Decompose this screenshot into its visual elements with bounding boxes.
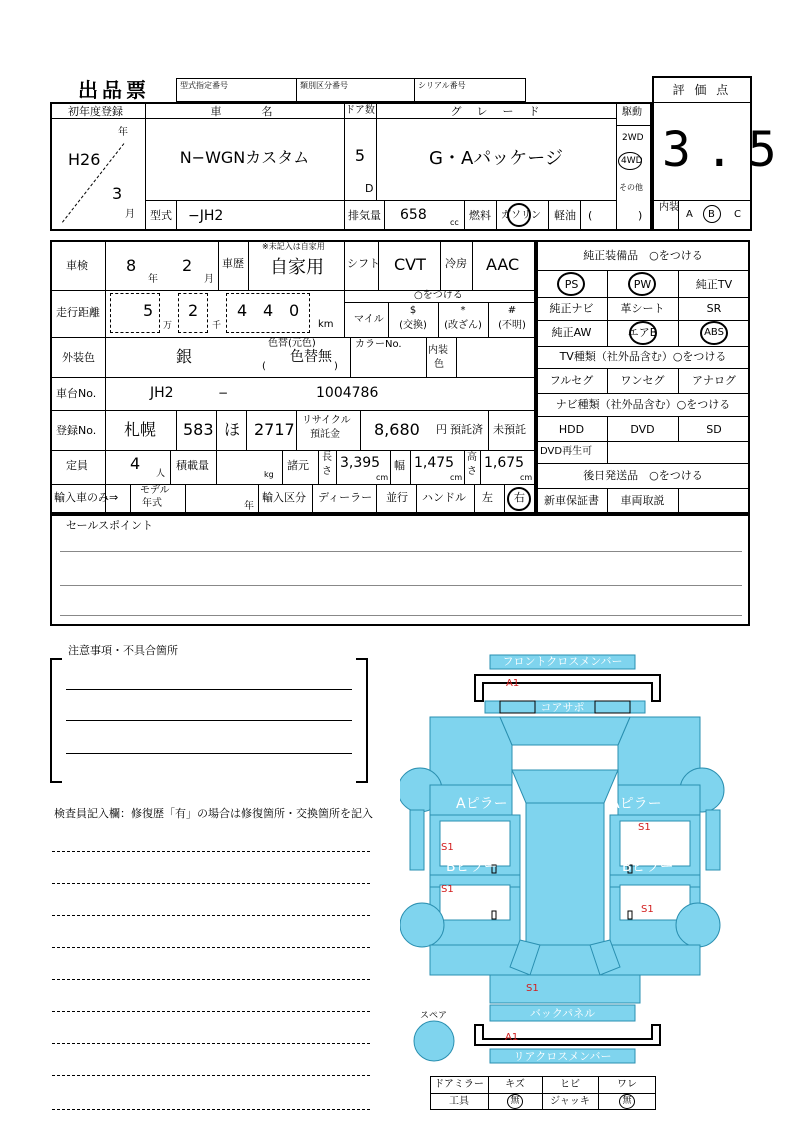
registration-number: 2717 <box>254 420 295 439</box>
mark-back-s1: S1 <box>526 983 539 994</box>
equip-navi: 純正ナビ <box>549 302 594 315</box>
exterior-color-value: 銀 <box>176 347 193 366</box>
inspection-label: 車検 <box>66 259 88 272</box>
repaint-value: 色替無 <box>290 349 332 365</box>
registration-kana: ほ <box>224 420 241 439</box>
back-panel-label: バックパネル <box>529 1007 596 1020</box>
left-front-fender <box>430 717 512 785</box>
caution-label: 注意事項・不具合箇所 <box>68 644 178 657</box>
car-name-label: 車 名 <box>210 105 279 118</box>
import-label: 輸入車のみ⇒ <box>54 491 119 504</box>
doors-label: ドア数 <box>345 105 375 116</box>
chassis-number: 1004786 <box>316 385 379 401</box>
interior-c: C <box>734 209 741 220</box>
first-reg-year: H26 <box>68 150 101 169</box>
a-pillar-left-label: Aピラー <box>456 796 508 812</box>
registration-area: 札幌 <box>124 420 157 439</box>
aircon-label: 冷房 <box>445 257 467 270</box>
interior-label: 内装 <box>659 202 679 213</box>
serial-number-label: シリアル番号 <box>418 81 466 90</box>
shift-label: シフト <box>347 257 380 270</box>
score-label: 評 価 点 <box>672 83 732 97</box>
chassis-label: 車台No. <box>56 387 97 400</box>
mark-right-lower-s1: S1 <box>641 904 654 915</box>
inspection-year: 8 <box>126 256 137 275</box>
displacement-value: 658 <box>400 207 427 223</box>
grade-value: G・Aパッケージ <box>429 148 563 169</box>
mark-left-upper-s1: S1 <box>441 842 454 853</box>
left-front-door-edge <box>410 810 424 870</box>
drive-4wd: 4WD <box>621 156 643 166</box>
later-title: 後日発送品 ○をつける <box>583 469 703 482</box>
handle-right: 右 <box>514 491 525 504</box>
mileage-digit-4: 4 <box>263 301 274 320</box>
first-reg-label: 初年度登録 <box>68 105 123 118</box>
sales-point-label: セールスポイント <box>66 519 154 532</box>
rear-cross-member-label: リアクロスメンバー <box>513 1050 612 1063</box>
height-value: 1,675 <box>484 455 525 471</box>
roof-shape <box>526 803 604 945</box>
equip-airbag: エアB <box>627 326 658 339</box>
inspection-month: 2 <box>182 256 193 275</box>
front-cross-member-label: フロントクロスメンバー <box>502 655 623 668</box>
fuel-label: 燃料 <box>469 209 491 222</box>
exterior-color-label: 外装色 <box>62 351 95 364</box>
equip-tv: 純正TV <box>695 278 733 291</box>
model-type-label: 型式 <box>150 209 172 222</box>
left-rear-wheel <box>400 903 444 947</box>
aircon-value: AAC <box>486 255 520 274</box>
width-value: 1,475 <box>414 455 455 471</box>
registration-label: 登録No. <box>56 424 97 437</box>
navi-title: ナビ種類（社外品含む）○をつける <box>555 398 731 411</box>
right-front-door-edge <box>706 810 720 870</box>
equipment-title: 純正装備品 ○をつける <box>583 249 703 262</box>
interior-a: A <box>686 209 693 220</box>
header-cells <box>176 78 526 102</box>
equip-pw: PW <box>633 278 652 291</box>
mileage-digit-3: 4 <box>237 301 248 320</box>
form-title: 出品票 <box>78 78 150 102</box>
mileage-digit-5: 0 <box>289 301 300 320</box>
windshield-shape <box>512 770 618 803</box>
sales-point-box <box>50 514 750 626</box>
tv-title: TV種類（社外品含む）○をつける <box>559 350 727 363</box>
capacity-label: 定員 <box>66 459 88 472</box>
color-no-label: カラーNo. <box>355 339 402 350</box>
equip-aw: 純正AW <box>551 326 592 339</box>
interior-b: B <box>708 209 715 220</box>
b-pillar-right-label: Bピラー <box>622 859 674 875</box>
equip-leather: 革シート <box>620 302 665 315</box>
equip-sr: SR <box>706 302 722 315</box>
mark-right-upper-s1: S1 <box>638 822 651 833</box>
first-reg-month: 3 <box>112 184 123 203</box>
right-rear-wheel <box>676 903 720 947</box>
length-value: 3,395 <box>340 455 381 471</box>
tools-none: 無 <box>510 1096 520 1106</box>
recycle-value: 8,680 <box>374 420 420 439</box>
capacity-value: 4 <box>130 454 141 473</box>
history-value: 自家用 <box>270 257 324 278</box>
history-label: 車歴 <box>222 257 244 270</box>
mileage-digit-2: 2 <box>188 301 199 320</box>
spare-label: スペア <box>420 1011 448 1021</box>
mileage-digit-1: 5 <box>143 301 154 320</box>
fuel-gasoline: ガソリン <box>501 210 541 221</box>
a-pillar-right-label: Aピラー <box>610 796 662 812</box>
car-name-value: N−WGNカスタム <box>179 148 310 167</box>
mark-rear-a1: A1 <box>505 1032 519 1043</box>
mileage-label: 走行距離 <box>56 306 100 319</box>
drive-label: 駆動 <box>622 107 642 118</box>
equip-abs: ABS <box>704 327 724 338</box>
class-number-label: 類別区分番号 <box>300 81 348 90</box>
score-value: 3.5 <box>662 122 791 178</box>
inspector-label: 検査員記入欄：修復歴「有」の場合は修復箇所・交換箇所を記入 <box>54 807 373 820</box>
mark-front-a1: A1 <box>506 678 520 689</box>
core-support-label: コアサポ <box>540 701 585 714</box>
registration-class: 583 <box>183 420 214 439</box>
mark-left-lower-s1: S1 <box>441 884 454 895</box>
grade-label: グ レ ー ド <box>450 105 542 118</box>
equip-ps: PS <box>564 278 579 291</box>
model-type-value: −JH2 <box>188 208 224 224</box>
displacement-label: 排気量 <box>348 209 381 222</box>
model-number-label: 型式指定番号 <box>180 81 228 90</box>
b-pillar-left-label: Bピラー <box>446 859 498 875</box>
chassis-prefix: JH2 <box>150 385 174 401</box>
shift-value: CVT <box>394 255 426 274</box>
doors-value: 5 <box>354 146 366 165</box>
spare-tire <box>414 1021 454 1061</box>
jack-none: 無 <box>622 1096 632 1106</box>
